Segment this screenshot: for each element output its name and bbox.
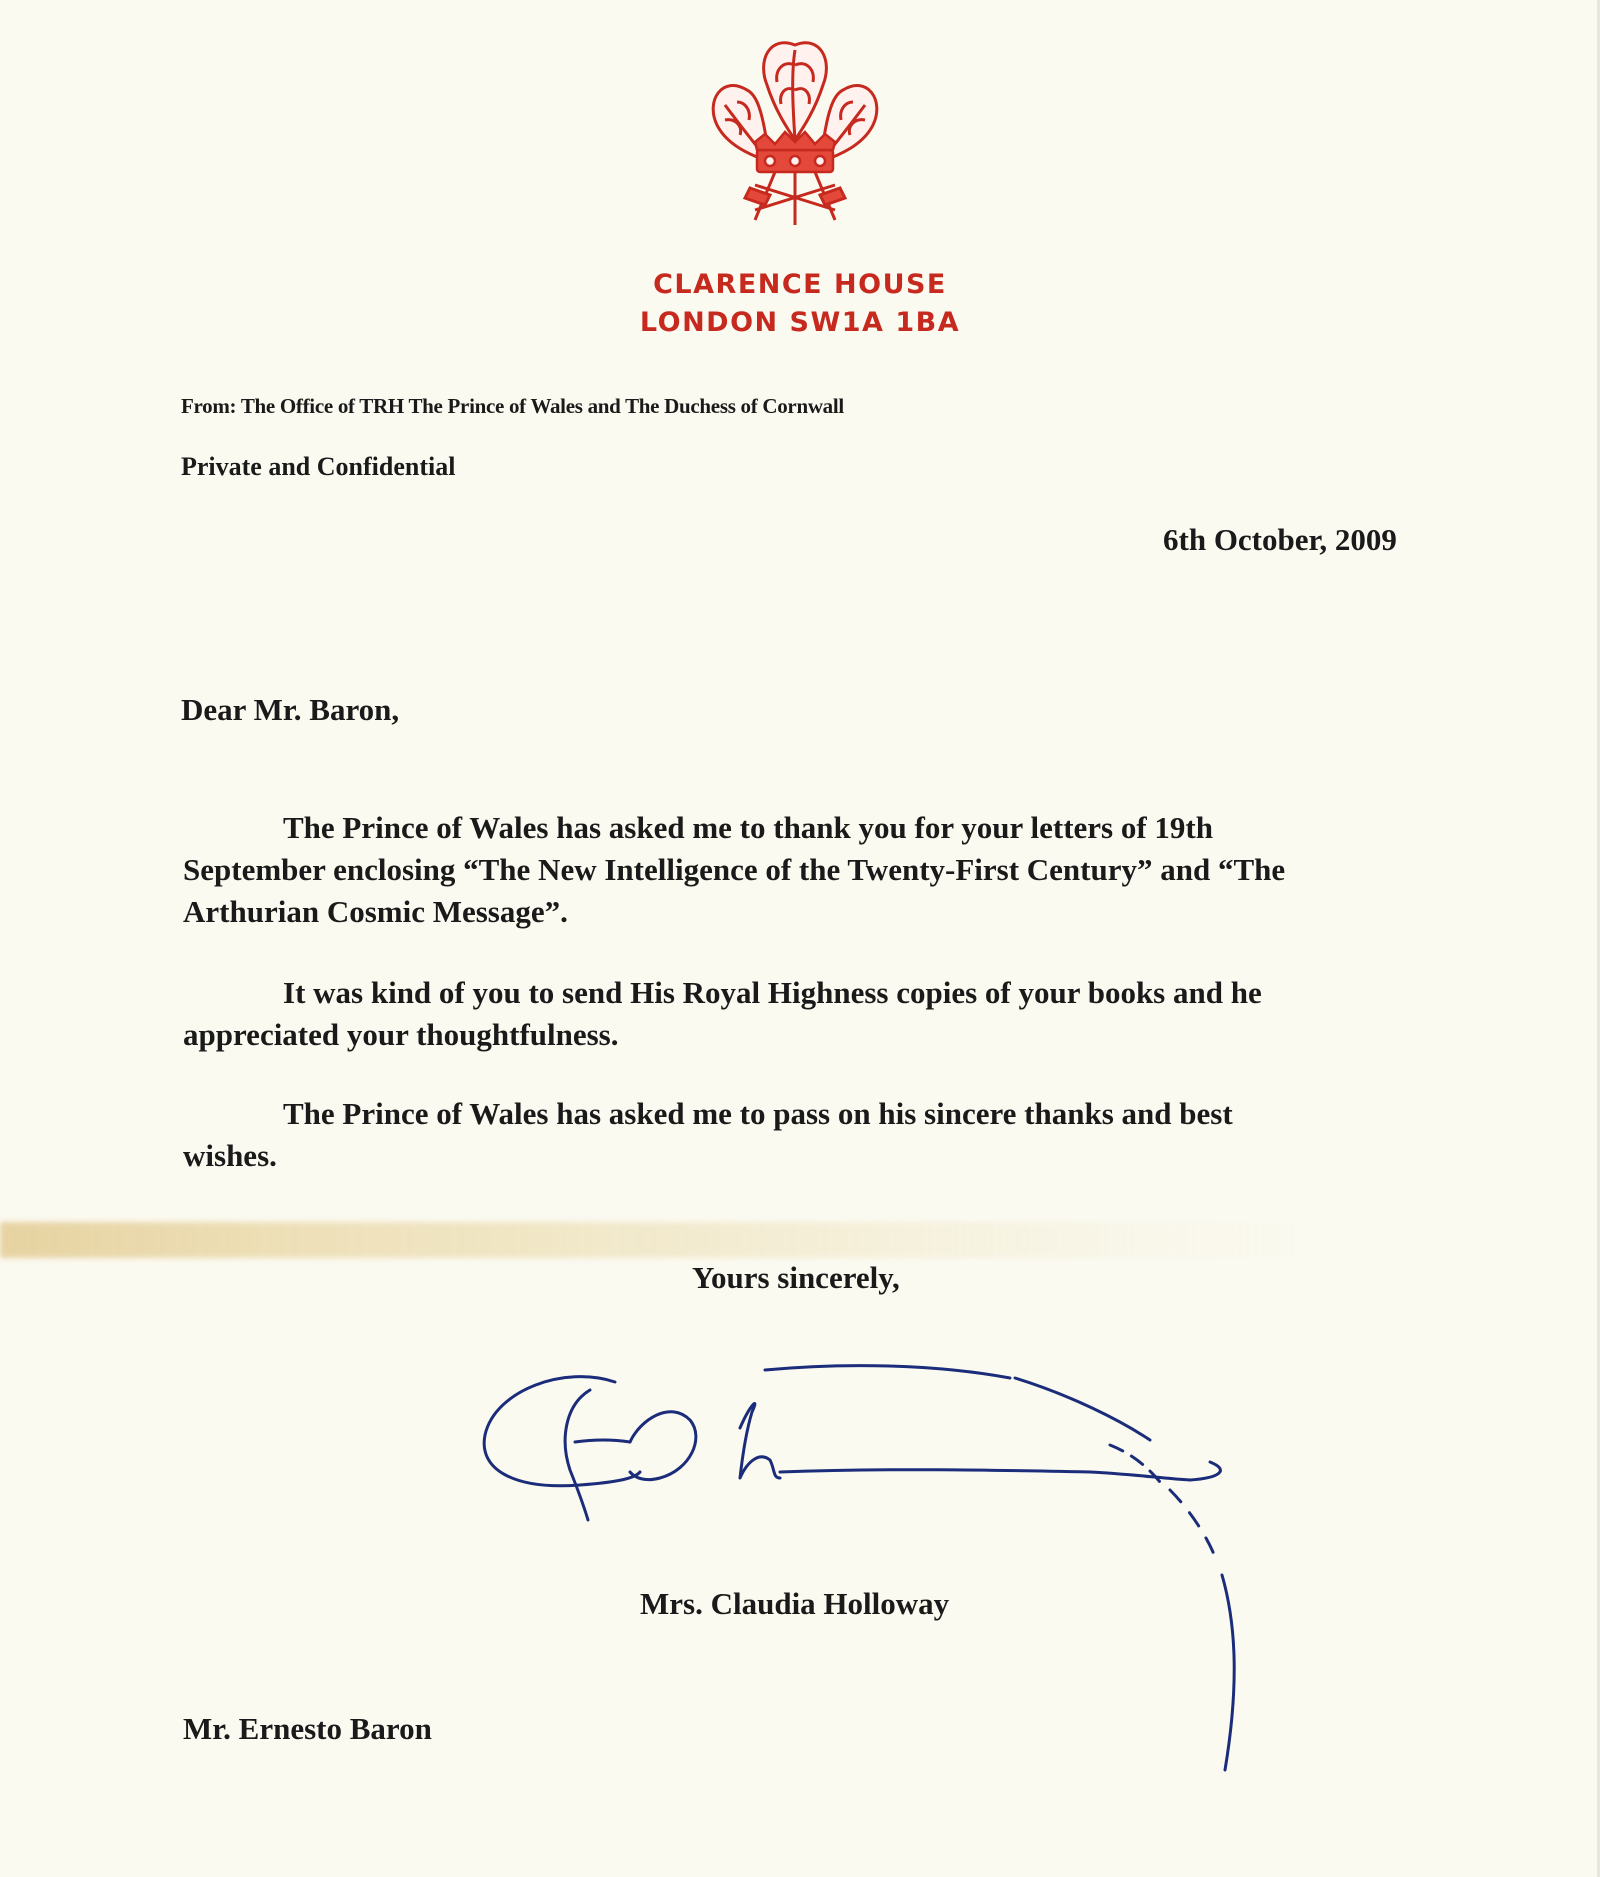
paragraph-1-line-1: The Prince of Wales has asked me to thank you for your letters of 19th	[283, 810, 1213, 845]
recipient-name: Mr. Ernesto Baron	[183, 1711, 432, 1746]
classification-label: Private and Confidential	[181, 452, 456, 481]
handwritten-signature-icon	[470, 1360, 1450, 1790]
paper-stain	[0, 1222, 1330, 1258]
paragraph-3-line-1: The Prince of Wales has asked me to pass on his sincere thanks and best	[283, 1096, 1233, 1131]
closing: Yours sincerely,	[692, 1260, 900, 1295]
paragraph-1-line-3: Arthurian Cosmic Message”.	[183, 894, 568, 929]
from-line: From: The Office of TRH The Prince of Wales and The Duchess of Cornwall	[181, 394, 844, 418]
paragraph-3-line-2: wishes.	[183, 1138, 277, 1173]
paragraph-2-line-1: It was kind of you to send His Royal Highness copies of your books and he	[283, 975, 1262, 1010]
signatory-name: Mrs. Claudia Holloway	[640, 1586, 950, 1621]
letterhead-address: LONDON SW1A 1BA	[639, 307, 961, 338]
prince-of-wales-feathers-crest-icon	[695, 30, 895, 235]
letterhead-name: CLARENCE HOUSE	[653, 269, 947, 300]
letterhead	[550, 266, 1050, 342]
paragraph-1-line-2: September enclosing “The New Intelligence of the Twenty-First Century” and “The	[183, 852, 1286, 887]
salutation: Dear Mr. Baron,	[181, 692, 400, 727]
paragraph-2-line-2: appreciated your thoughtfulness.	[183, 1017, 619, 1052]
letter-date: 6th October, 2009	[1163, 522, 1397, 557]
